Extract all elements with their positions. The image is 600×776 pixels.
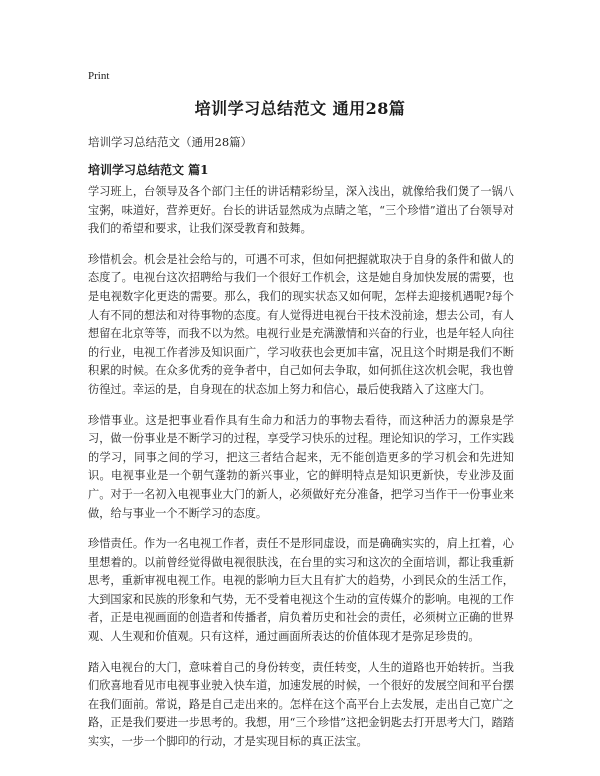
article-body	[88, 183, 514, 764]
paragraph-cherish-career: 珍惜事业。这是把事业看作具有生命力和活力的事物去看待，而这种活力的源泉是学习，做一份事业是不断学习的过程，享受学习快乐的过程。理论知识的学习，工作实践的学习，同事之间的学习，把这三者结合起来，无不能创造更多的学习机会和先进知识。电视事业是一个朝气蓬勃的新兴事业，它的鲜明特点是知识更新快，专业涉及面广。对于一名初入电视事业大门的新人，必须做好充分准备，把学习当作干一份事业来做，给与事业一个不断学习的态度。	[88, 413, 514, 520]
paragraph-intro: 学习班上，台领导及各个部门主任的讲话精彩纷呈，深入浅出，就像给我们煲了一锅八宝粥，味道好，营养更好。台长的讲话显然成为点睛之笔，“三个珍惜”道出了台领导对我们的希望和要求，让我们深受教育和鼓舞。	[88, 185, 514, 236]
page-title: 培训学习总结范文 通用28篇	[194, 99, 406, 118]
section-heading: 培训学习总结范文 篇1	[88, 163, 209, 177]
paragraph-conclusion: 踏入电视台的大门，意味着自己的身份转变，责任转变，人生的道路也开始转折。当我们欣喜地看见市电视事业驶入快车道，加速发展的时候，一个很好的发展空间和平台摆在我们面前。常说，路是自己走出来的。怎样在这个高平台上去发展，走出自己宽广之路，正是我们要进一步思考的。我想，用“三个珍惜”这把金钥匙去打开思考大门，踏踏实实，一步一个脚印的行动，才是实现目标的真正法宝。	[88, 660, 514, 749]
print-label: Print	[88, 70, 110, 82]
document-subtitle: 培训学习总结范文（通用28篇）	[88, 135, 253, 149]
paragraph-cherish-responsibility: 珍惜责任。作为一名电视工作者，责任不是形同虚设，而是确确实实的，肩上扛着，心里想着的。以前曾经觉得做电视很肤浅，在台里的实习和这次的全面培训，都让我重新思考，重新审视电视工作。电视的影响力巨大且有扩大的趋势，小到民众的生活工作，大到国家和民族的形象和气势，无不受着电视这个生动的宣传媒介的影响。电视的工作者，正是电视画面的创造者和传播者，肩负着历史和社会的责任，必须树立正确的世界观、人生观和价值观。只有这样，通过画面所表达的价值体现才是弥足珍贵的。	[88, 537, 514, 644]
paragraph-cherish-opportunity: 珍惜机会。机会是社会给与的，可遇不可求，但如何把握就取决于自身的条件和做人的态度了。电视台这次招聘给与我们一个很好工作机会，这是她自身加快发展的需要，也是电视数字化更迭的需要。那么，我们的现实状态又如何呢，怎样去迎接机遇呢?每个人有不同的想法和对待事物的态度。有人觉得进电视台干技术没前途，想去公司，有人想留在北京等等，而我不以为然。电视行业是充满激情和兴奋的行业，也是年轻人向往的行业，电视工作者涉及知识面广，学习收获也会更加丰富，况且这个时期是我们不断积累的时候。在众多优秀的竞争者中，自己如何去争取，如何抓住这次机会呢，我也曾彷徨过。幸运的是，自身现在的状态加上努力和信心，最后使我踏入了这座大门。	[88, 252, 514, 396]
